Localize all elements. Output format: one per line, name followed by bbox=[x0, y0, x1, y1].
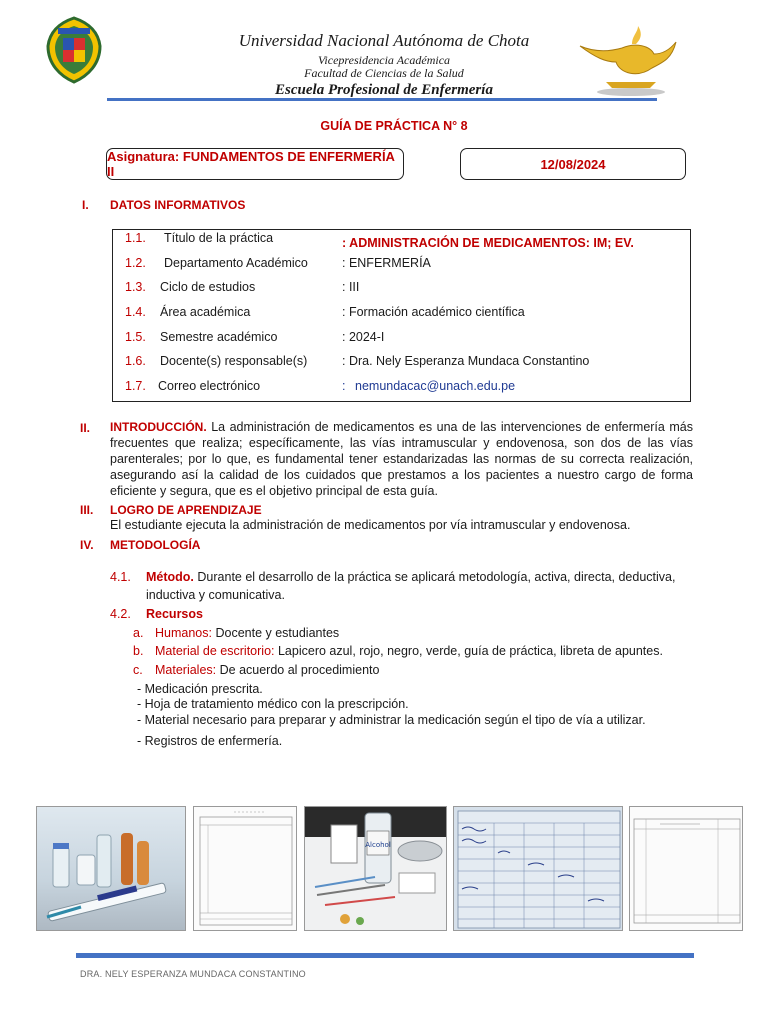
header-divider bbox=[107, 98, 657, 101]
info-row-1-num: 1.1. bbox=[125, 231, 146, 245]
section-2-number: II. bbox=[80, 421, 91, 435]
resource-a-text: Docente y estudiantes bbox=[215, 626, 340, 640]
medication-vials-photo bbox=[36, 806, 186, 931]
section-1-number: I. bbox=[82, 198, 89, 212]
medical-supplies-photo bbox=[304, 806, 447, 931]
info-row-2-label: Departamento Académico bbox=[164, 256, 308, 270]
info-row-1-value: : ADMINISTRACIÓN DE MEDICAMENTOS: IM; EV. bbox=[342, 236, 634, 250]
info-row-2-num: 1.2. bbox=[125, 256, 146, 270]
resources-title: Recursos bbox=[146, 607, 203, 621]
section-4-number: IV. bbox=[80, 538, 94, 552]
info-row-3-value: : III bbox=[342, 280, 360, 294]
resource-a bbox=[155, 626, 339, 640]
info-row-1-label: Título de la práctica bbox=[164, 231, 274, 245]
info-row-4-num: 1.4. bbox=[125, 305, 146, 319]
alcohol-label-text: Alcohol bbox=[365, 841, 391, 849]
school-name: Escuela Profesional de Enfermería bbox=[275, 82, 493, 98]
nursing-record-sheet-photo bbox=[453, 806, 623, 931]
info-row-4-value: : Formación académico científica bbox=[342, 305, 525, 319]
email-link[interactable]: nemundacac@unach.edu.pe bbox=[355, 379, 516, 393]
dash-item-4: - Registros de enfermería. bbox=[137, 734, 283, 748]
info-row-5-num: 1.5. bbox=[125, 330, 146, 344]
method-title: Método. bbox=[146, 570, 194, 584]
section-1-title: DATOS INFORMATIVOS bbox=[110, 198, 246, 212]
section-4-title: METODOLOGÍA bbox=[110, 538, 201, 552]
resource-a-letter: a. bbox=[133, 626, 144, 640]
footer-divider bbox=[76, 953, 694, 958]
dash-item-1: - Medicación prescrita. bbox=[137, 682, 263, 696]
resource-b bbox=[155, 644, 663, 658]
info-row-7-colon: : bbox=[342, 379, 346, 393]
lamp-logo bbox=[576, 22, 682, 98]
info-row-2-value: : ENFERMERÍA bbox=[342, 256, 431, 270]
section-3-number: III. bbox=[80, 503, 94, 517]
info-row-7-num: 1.7. bbox=[125, 379, 146, 393]
info-row-3-label: Ciclo de estudios bbox=[160, 280, 256, 294]
info-row-5-label: Semestre académico bbox=[160, 330, 278, 344]
introduction-text: La administración de medicamentos es una de las intervenciones de enfermería más frecuentes que realiza; específicamente, las vías intramuscular y endovenosa, son dos de las vías parenterales; por lo que, es fundamental tener estandarizadas las normas de su correcta realización, asegurando así la calidad de los cuidados que prestamos a los pacientes a nuestro cargo de forma eficiente y segura, que es el objetivo principal de esta guía. bbox=[110, 420, 693, 498]
resource-b-letter: b. bbox=[133, 644, 144, 658]
method-line-2: inductiva y comunicativa. bbox=[146, 588, 285, 602]
section-2-title: INTRODUCCIÓN. bbox=[110, 420, 207, 434]
info-row-7-label: Correo electrónico bbox=[158, 379, 261, 393]
university-name: Universidad Nacional Autónoma de Chota bbox=[238, 31, 530, 50]
info-row-5-value: : 2024-I bbox=[342, 330, 385, 344]
document-title: GUÍA DE PRÁCTICA N° 8 bbox=[320, 119, 468, 133]
info-row-6-label: Docente(s) responsable(s) bbox=[160, 354, 308, 368]
footer-author: DRA. NELY ESPERANZA MUNDACA CONSTANTINO bbox=[80, 969, 306, 979]
resource-c-letter: c. bbox=[133, 663, 143, 677]
dash-item-3: - Material necesario para preparar y administrar la medicación según el tipo de vía a utilizar. bbox=[137, 713, 646, 727]
info-row-3-num: 1.3. bbox=[125, 280, 146, 294]
section-3-title: LOGRO DE APRENDIZAJE bbox=[110, 503, 262, 517]
info-row-6-num: 1.6. bbox=[125, 354, 146, 368]
method-line-1 bbox=[146, 570, 675, 584]
method-text: Durante el desarrollo de la práctica se aplicará metodología, activa, directa, deductiva, bbox=[197, 570, 676, 584]
resource-b-label: Material de escritorio: bbox=[155, 644, 275, 658]
info-row-6-value: : Dra. Nely Esperanza Mundaca Constantino bbox=[342, 354, 590, 368]
resources-number: 4.2. bbox=[110, 607, 131, 621]
dash-item-2: - Hoja de tratamiento médico con la prescripción. bbox=[137, 697, 409, 711]
info-row-4-label: Área académica bbox=[160, 305, 251, 319]
info-table bbox=[112, 229, 691, 402]
resource-c bbox=[155, 663, 379, 677]
date-box: 12/08/2024 bbox=[460, 148, 686, 180]
learning-outcome-text: El estudiante ejecuta la administración de medicamentos por vía intramuscular y endovenosa. bbox=[110, 518, 631, 532]
subject-box: Asignatura: FUNDAMENTOS DE ENFERMERÍA II bbox=[106, 148, 404, 180]
vice-presidency: Vicepresidencia Académica bbox=[317, 53, 451, 67]
resource-c-text: De acuerdo al procedimiento bbox=[219, 663, 380, 677]
resource-a-label: Humanos: bbox=[155, 626, 212, 640]
method-number: 4.1. bbox=[110, 570, 131, 584]
faculty-name: Facultad de Ciencias de la Salud bbox=[304, 66, 464, 80]
resource-c-label: Materiales: bbox=[155, 663, 217, 677]
resource-b-text: Lapicero azul, rojo, negro, verde, guía de práctica, libreta de apuntes. bbox=[277, 644, 663, 658]
introduction-paragraph bbox=[110, 419, 693, 499]
blank-form-photo bbox=[193, 806, 297, 931]
treatment-sheet-photo bbox=[629, 806, 743, 931]
